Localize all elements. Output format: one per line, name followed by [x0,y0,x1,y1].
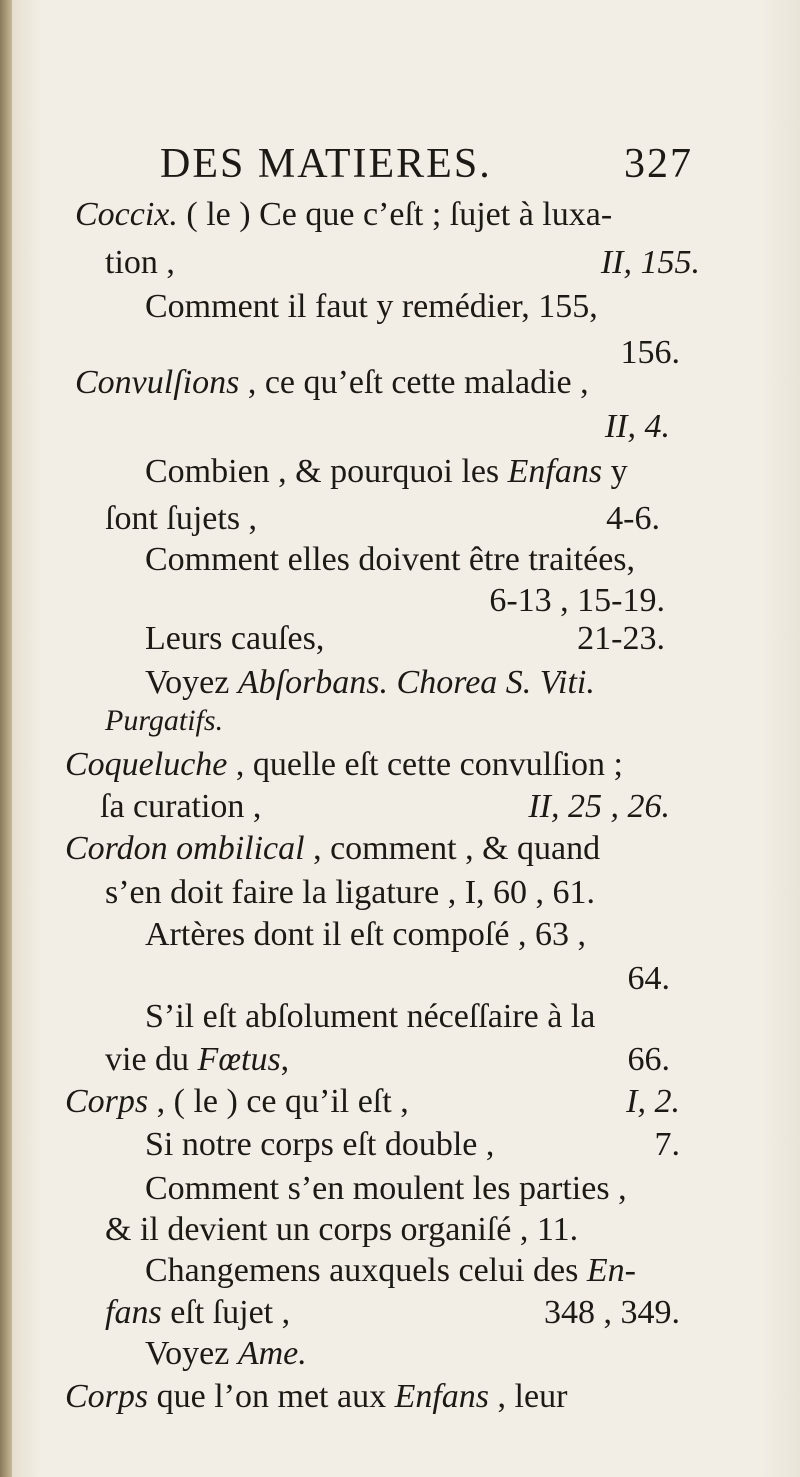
entry-ref [480,246,700,280]
entry-term: fans [105,1294,162,1331]
entry-text: vie du [105,1041,198,1078]
index-entry-corps [65,1085,525,1119]
index-entry-convulsions [75,366,725,400]
entry-term: Abſorbans. [237,664,389,701]
entry-text: eſt ſujet , [161,1294,291,1331]
entry-line [145,666,705,700]
entry-term: Corps [65,1378,149,1415]
entry-ref: 4-6. [606,500,660,537]
entry-term: Enfans [394,1378,490,1415]
entry-line [105,1043,485,1077]
entry-ref: 21-23. [577,620,665,657]
entry-text: Voyez [145,1335,238,1372]
entry-ref-text: II, 4. [604,408,670,445]
entry-line [145,1254,705,1288]
entry-line: ſa curation , [100,788,262,825]
entry-ref [520,1085,680,1119]
entry-term: Coccix. [75,196,178,233]
entry-term: Cordon ombilical [65,830,305,867]
entry-line: & il devient un corps organiſé , 11. [105,1211,579,1248]
entry-line [105,706,405,736]
entry-term: Coqueluche [65,746,228,783]
entry-term: En- [586,1252,636,1289]
entry-term: Ame. [237,1335,307,1372]
entry-text: Changemens auxquels celui des [145,1252,587,1289]
entry-line [145,1337,545,1371]
entry-ref: 66. [627,1041,670,1078]
entry-text: , ce qu’eſt cette maladie , [239,364,589,401]
entry-ref: 64. [627,960,670,997]
entry-ref: 348 , 349. [544,1294,680,1331]
entry-line: s’en doit faire la ligature , I, 60 , 61. [105,874,596,911]
entry-text: que l’on met aux [148,1378,395,1415]
index-entry-corps-enfans [65,1380,725,1414]
entry-text: y [602,453,628,490]
entry-text: ( le ) Ce que c’eſt ; ſujet à luxa- [177,196,613,233]
entry-line: Si notre corps eſt double , [145,1126,495,1163]
index-entry-coqueluche [65,748,725,782]
entry-line [105,1296,465,1330]
entry-line: Artères dont il eſt compoſé , 63 , [145,916,586,953]
entry-line: Comment elles doivent être traitées, [145,541,636,578]
entry-ref: 6-13 , 15-19. [489,582,665,619]
entry-text: , [280,1041,290,1078]
entry-ref-text: II, 25 , 26. [528,788,670,825]
book-spine [0,0,12,1477]
entry-line [145,455,705,489]
entry-ref [500,410,670,444]
entry-ref: 7. [654,1126,680,1163]
entry-text: Combien , & pourquoi les [145,453,508,490]
entry-text: , leur [489,1378,568,1415]
entry-text: Voyez [145,664,238,701]
entry-text: , ( le ) ce qu’il eſt , [148,1083,409,1120]
entry-line: Comment s’en moulent les parties , [145,1170,627,1207]
entry-term: Purgatifs. [105,704,224,737]
index-entry-coccix [75,198,725,232]
entry-ref-text: II, 155. [600,244,700,281]
entry-ref [460,790,670,824]
entry-term: Chorea S. Viti. [388,664,595,701]
entry-term: Fœtus [197,1041,281,1078]
index-entry-cordon [65,832,725,866]
entry-term: Enfans [507,453,603,490]
entry-line: Comment il faut y remédier, 155, [145,288,598,325]
page-number: 327 [624,141,693,187]
entry-text: , comment , & quand [304,830,601,867]
entry-line: ſont ſujets , [105,500,258,537]
running-header [160,140,720,188]
entry-ref-text: I, 2. [626,1083,680,1120]
entry-line: S’il eſt abſolument néceſſaire à la [145,998,596,1035]
entry-text: tion , [105,244,175,281]
entry-text: , quelle eſt cette convulſion ; [227,746,624,783]
entry-line: Leurs cauſes, [145,620,325,657]
entry-term: Convulſions [75,364,240,401]
entry-ref: 156. [620,334,680,371]
header-title: DES MATIERES. [160,141,492,187]
entry-term: Corps [65,1083,149,1120]
